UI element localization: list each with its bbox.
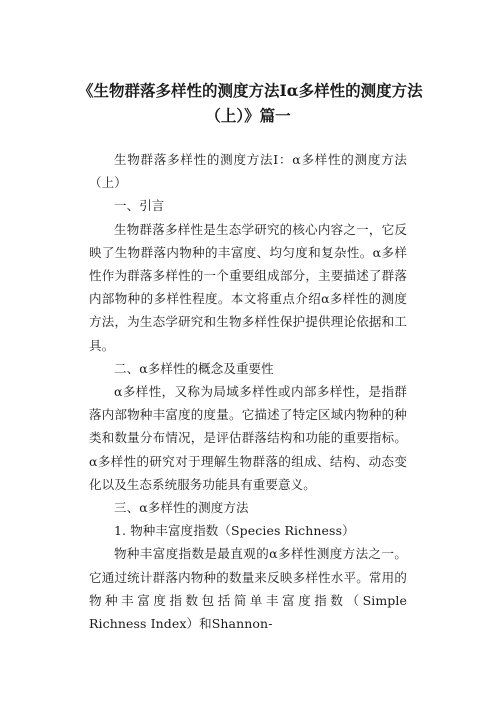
section-heading-introduction: 一、引言 bbox=[114, 198, 165, 214]
body-paragraph: 生物群落多样性是生态学研究的核心内容之一，它反映了生物群落内物种的丰富度、均匀度和复杂性。α多样性作为群落多样性的一个重要组成部分，主要描述了群落内部物种的多样性程度。本文将重点介绍α多样性的测度方法，为生态学研究和生物多样性保护提供理论依据和工具。 bbox=[89, 221, 407, 353]
body-paragraph: 物种丰富度指数是最直观的α多样性测度方法之一。它通过统计群落内物种的数量来反映多样性水平。常用的物种丰富度指数包括简单丰富度指数（Simple Richness Index）和Shannon- bbox=[89, 546, 407, 632]
subsection-heading-species-richness: 1. 物种丰富度指数（Species Richness） bbox=[114, 523, 355, 539]
body-paragraph: α多样性，又称为局域多样性或内部多样性，是指群落内部物种丰富度的度量。它描述了特定区域内物种的种类和数量分布情况，是评估群落结构和功能的重要指标。α多样性的研究对于理解生物群落的组成、结构、动态变化以及生态系统服务功能具有重要意义。 bbox=[89, 384, 407, 492]
document-title-line-1: 《生物群落多样性的测度方法Ⅰα多样性的测度方法 bbox=[78, 81, 423, 100]
subtitle-paragraph: 生物群落多样性的测度方法Ⅰ：α多样性的测度方法（上） bbox=[89, 152, 407, 191]
document-body bbox=[89, 148, 407, 635]
section-heading-methods: 三、α多样性的测度方法 bbox=[114, 500, 249, 516]
document-title-line-2: （上）》篇一 bbox=[205, 106, 291, 125]
section-heading-concept: 二、α多样性的概念及重要性 bbox=[114, 360, 274, 376]
